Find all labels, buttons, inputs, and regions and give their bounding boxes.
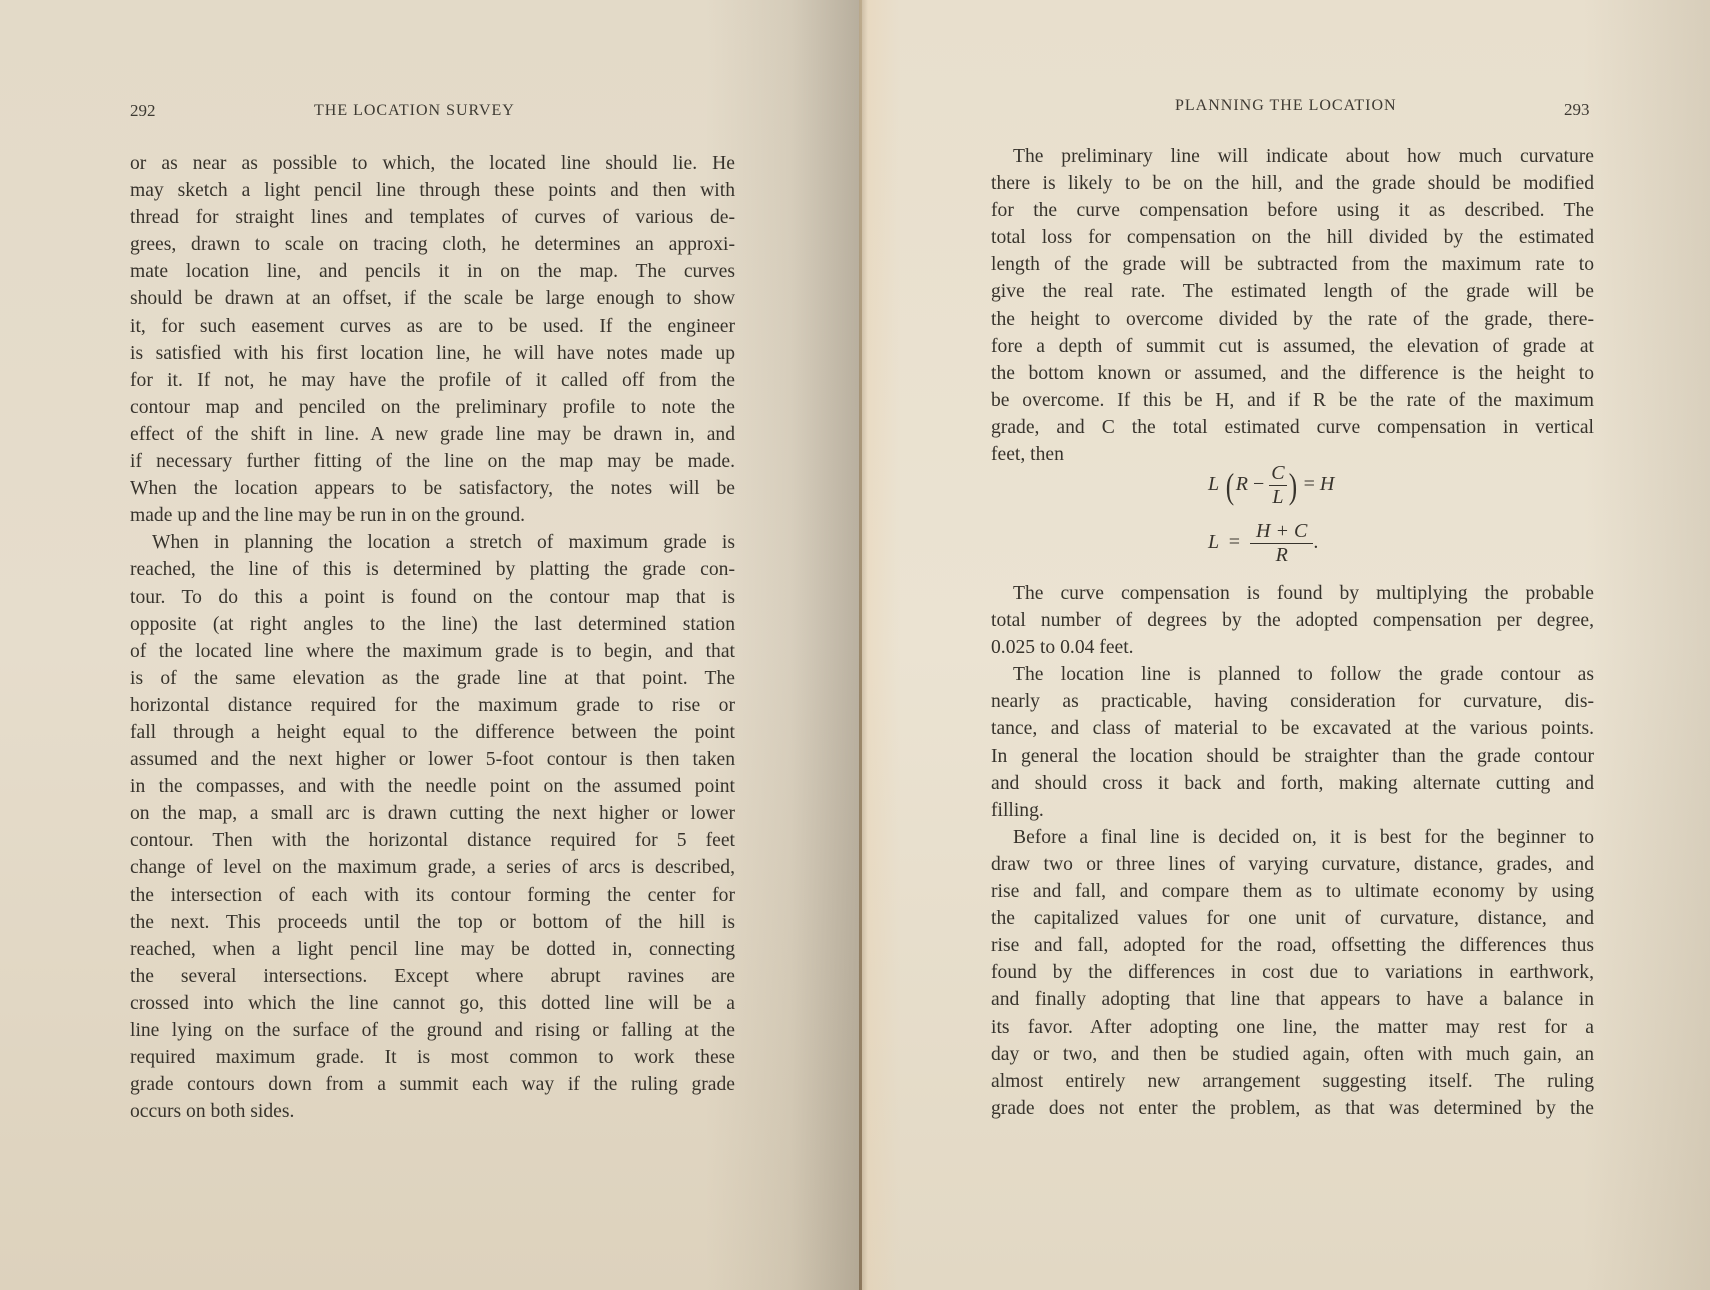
- right-body-text-top: [991, 143, 1594, 468]
- eq2-denominator: R: [1250, 543, 1313, 567]
- text-line: for the curve compensation before using it as described. The: [991, 200, 1594, 222]
- text-line: filling.: [991, 799, 1044, 821]
- text-line: the next. This proceeds until the top or bottom of the hill is: [130, 911, 735, 933]
- text-line: give the real rate. The estimated length of the grade will be: [991, 281, 1594, 303]
- text-line: change of level on the maximum grade, a series of arcs is described,: [130, 857, 735, 879]
- text-line: on the map, a small arc is drawn cutting the next higher or lower: [130, 803, 735, 825]
- text-line: day or two, and then be studied again, often with much gain, an: [991, 1043, 1594, 1065]
- paragraph-start-line: The location line is planned to follow the grade contour as: [1013, 664, 1594, 686]
- text-line: tance, and class of material to be excavated at the various points.: [991, 718, 1594, 740]
- text-line: if necessary further fitting of the line on the map may be made.: [130, 451, 735, 473]
- eq1-numerator: C: [1271, 462, 1285, 484]
- text-line: fore a depth of summit cut is assumed, the elevation of grade at: [991, 335, 1594, 357]
- text-line: line lying on the surface of the ground and rising or falling at the: [130, 1020, 735, 1041]
- eq1-denominator: L: [1269, 485, 1286, 509]
- text-line: of the located line where the maximum grade is to begin, and that: [130, 640, 735, 662]
- text-line: the height to overcome divided by the rate of the grade, there-: [991, 308, 1594, 330]
- text-line: the bottom known or assumed, and the difference is the height to: [991, 362, 1594, 384]
- eq1-minus: −: [1252, 473, 1265, 496]
- text-line: grade does not enter the problem, as that was determined by the: [991, 1097, 1594, 1119]
- text-line: or as near as possible to which, the located line should lie. He: [130, 153, 735, 174]
- text-line: occurs on both sides.: [130, 1101, 295, 1123]
- text-line: contour map and penciled on the preliminary profile to note the: [130, 396, 735, 418]
- page-number-left: 292: [130, 101, 156, 120]
- text-line: almost entirely new arrangement suggesting itself. The ruling: [991, 1070, 1594, 1092]
- text-line: total number of degrees by the adopted compensation per degree,: [991, 610, 1594, 632]
- open-paren: (: [1225, 465, 1234, 506]
- close-paren: ): [1288, 465, 1297, 506]
- eq2-numerator: H + C: [1256, 520, 1308, 542]
- book-gutter: [859, 0, 862, 1290]
- text-line: grees, drawn to scale on tracing cloth, he determines an approxi-: [130, 234, 735, 256]
- text-line: rise and fall, adopted for the road, offsetting the differences thus: [991, 935, 1594, 957]
- text-line: contour. Then with the horizontal distance required for 5 feet: [130, 830, 735, 852]
- text-line: When the location appears to be satisfactory, the notes will be: [130, 478, 735, 500]
- text-line: mate location line, and pencils it in on the map. The curves: [130, 261, 735, 283]
- text-line: crossed into which the line cannot go, this dotted line will be a: [130, 992, 735, 1014]
- text-line: the capitalized values for one unit of curvature, distance, and: [991, 908, 1594, 930]
- text-line: grade contours down from a summit each way if the ruling grade: [130, 1074, 735, 1096]
- text-line: nearly as practicable, having consideration for curvature, dis-: [991, 691, 1594, 713]
- eq1-inner: R: [1235, 473, 1248, 496]
- eq1-rhs: H: [1319, 473, 1335, 496]
- text-line: is satisfied with his first location line, he will have notes made up: [130, 342, 735, 364]
- text-line: the intersection of each with its contour forming the center for: [130, 884, 735, 906]
- right-page: [860, 0, 1710, 1290]
- text-line: assumed and the next higher or lower 5-foot contour is then taken: [130, 749, 735, 771]
- text-line: in the compasses, and with the needle point on the assumed point: [130, 776, 735, 798]
- eq2-fraction: [1250, 520, 1313, 567]
- text-line: found by the differences in cost due to variations in earthwork,: [991, 962, 1594, 984]
- text-line: horizontal distance required for the maximum grade to rise or: [130, 694, 735, 716]
- text-line: total loss for compensation on the hill divided by the estimated: [991, 227, 1594, 249]
- paragraph-start-line: The preliminary line will indicate about how much curvature: [1013, 146, 1594, 167]
- eq2-equals: =: [1228, 531, 1241, 554]
- text-line: reached, the line of this is determined by platting the grade con-: [130, 559, 735, 581]
- text-line: and should cross it back and forth, making alternate cutting and: [991, 772, 1594, 794]
- text-line: length of the grade will be subtracted from the maximum rate to: [991, 254, 1594, 276]
- text-line: and finally adopting that line that appears to have a balance in: [991, 989, 1594, 1011]
- text-line: effect of the shift in line. A new grade line may be drawn in, and: [130, 423, 735, 445]
- eq1-equals: =: [1303, 473, 1315, 496]
- text-line: required maximum grade. It is most common to work these: [130, 1047, 735, 1069]
- eq2-lhs: L: [1208, 531, 1219, 554]
- text-line: is of the same elevation as the grade line at that point. The: [130, 667, 735, 689]
- text-line: reached, when a light pencil line may be dotted in, connecting: [130, 938, 735, 960]
- text-line: for it. If not, he may have the profile of it called off from the: [130, 369, 735, 391]
- text-line: 0.025 to 0.04 feet.: [991, 637, 1134, 659]
- equation-2: [1208, 520, 1318, 567]
- running-head-right: PLANNING THE LOCATION: [1175, 97, 1397, 114]
- text-line: tour. To do this a point is found on the contour map that is: [130, 586, 735, 608]
- text-line: should be drawn at an offset, if the scale be large enough to show: [130, 288, 735, 310]
- equation-1: [1208, 462, 1334, 509]
- text-line: its favor. After adopting one line, the matter may rest for a: [991, 1016, 1594, 1038]
- running-head-left: THE LOCATION SURVEY: [314, 102, 515, 119]
- text-line: grade, and C the total estimated curve compensation in vertical: [991, 416, 1594, 438]
- text-line: the several intersections. Except where abrupt ravines are: [130, 965, 735, 987]
- text-line: thread for straight lines and templates of curves of various de-: [130, 207, 735, 229]
- right-body-text-bottom: [991, 580, 1594, 1122]
- text-line: rise and fall, and compare them as to ultimate economy by using: [991, 881, 1594, 903]
- paragraph-start-line: The curve compensation is found by multiplying the probable: [1013, 583, 1594, 604]
- page-number-right: 293: [1564, 100, 1590, 119]
- text-line: be overcome. If this be H, and if R be the rate of the maximum: [991, 389, 1594, 411]
- paragraph-start-line: When in planning the location a stretch of maximum grade is: [152, 532, 735, 554]
- text-line: opposite (at right angles to the line) the last determined station: [130, 613, 735, 635]
- eq1-lhs: L: [1208, 473, 1219, 496]
- text-line: draw two or three lines of varying curvature, distance, grades, and: [991, 853, 1594, 875]
- text-line: may sketch a light pencil line through these points and then with: [130, 180, 735, 202]
- text-line: made up and the line may be run in on the ground.: [130, 505, 526, 527]
- text-line: feet, then: [991, 444, 1064, 466]
- paragraph-start-line: Before a final line is decided on, it is best for the beginner to: [1013, 826, 1594, 848]
- left-body-text: [130, 150, 735, 1125]
- text-line: fall through a height equal to the difference between the point: [130, 721, 735, 743]
- text-line: it, for such easement curves as are to be used. If the engineer: [130, 315, 735, 337]
- eq1-fraction: [1269, 462, 1286, 509]
- eq2-period: .: [1313, 531, 1319, 554]
- text-line: In general the location should be straighter than the grade contour: [991, 745, 1594, 767]
- text-line: there is likely to be on the hill, and the grade should be modified: [991, 173, 1594, 195]
